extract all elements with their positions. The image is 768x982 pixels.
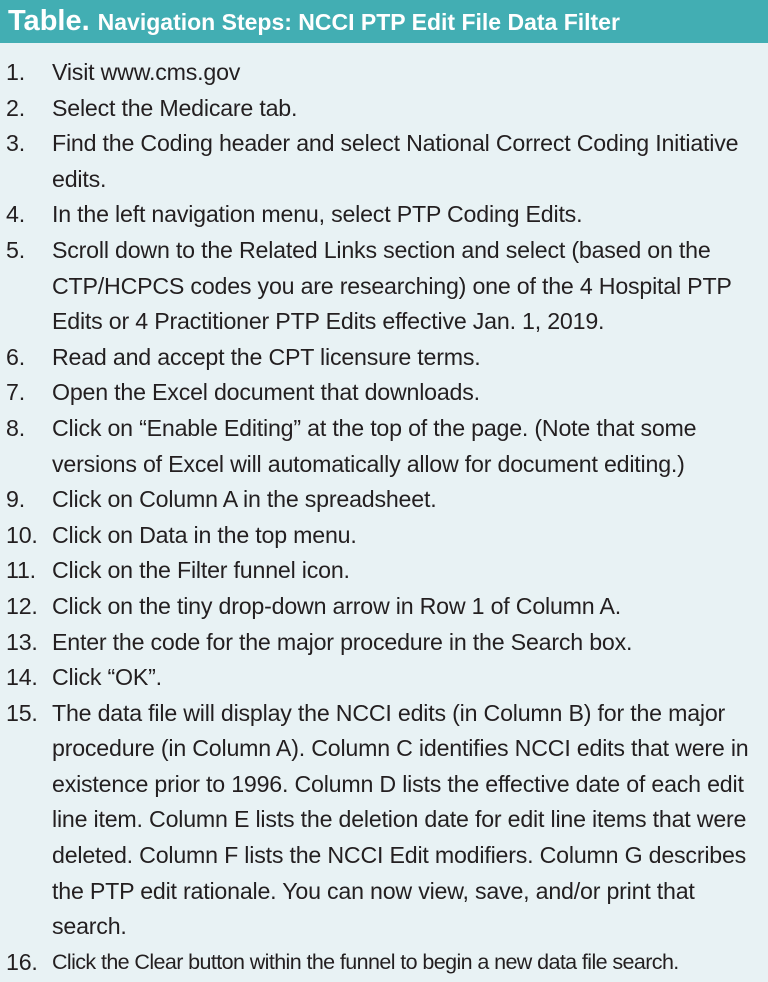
step-item (0, 233, 768, 340)
step-text: The data file will display the NCCI edits (in Column B) for the major procedure (in Column A). Column C identifies NCCI edits that were in existence prior to 1996. Column D lists the effective date of each edit line item. Column E lists the deletion date for edit line items that were deleted. Column F lists the NCCI Edit modifiers. Column G describes the PTP edit rationale. You can now view, save, and/or print that search. (52, 699, 749, 940)
step-number: 5. (6, 236, 25, 263)
step-text: Click “OK”. (52, 664, 162, 691)
step-item (0, 375, 768, 411)
table-label: Table. (8, 5, 90, 37)
step-text: Click on Column A in the spreadsheet. (52, 486, 437, 513)
step-number: 16. (6, 948, 38, 975)
step-number: 12. (6, 592, 38, 619)
step-text: Find the Coding header and select National Correct Coding Initiative edits. (52, 130, 739, 192)
step-text: In the left navigation menu, select PTP Coding Edits. (52, 201, 583, 228)
step-item (0, 660, 768, 696)
step-number: 6. (6, 343, 25, 370)
step-number: 9. (6, 486, 25, 513)
step-text: Click the Clear button within the funnel to begin a new data file search. (52, 949, 679, 974)
step-text: Scroll down to the Related Links section and select (based on the CTP/HCPCS codes you are researching) one of the 4 Hospital PTP Edits or 4 Practitioner PTP Edits effective Jan. 1, 2019. (52, 236, 732, 335)
step-number: 7. (6, 379, 25, 406)
step-number: 8. (6, 414, 25, 441)
step-item (0, 340, 768, 376)
step-item (0, 91, 768, 127)
step-text: Click on the tiny drop-down arrow in Row 1 of Column A. (52, 592, 621, 619)
step-number: 15. (6, 699, 38, 726)
step-item (0, 126, 768, 197)
step-text: Select the Medicare tab. (52, 94, 298, 121)
step-text: Click on the Filter funnel icon. (52, 557, 350, 584)
step-number: 14. (6, 664, 38, 691)
step-text: Click on Data in the top menu. (52, 521, 357, 548)
step-text: Enter the code for the major procedure in the Search box. (52, 628, 633, 655)
step-item (0, 589, 768, 625)
step-number: 1. (6, 59, 25, 85)
step-number: 3. (6, 130, 25, 157)
step-item (0, 55, 768, 91)
step-number: 2. (6, 94, 25, 121)
step-text: Read and accept the CPT licensure terms. (52, 343, 481, 370)
step-number: 10. (6, 521, 38, 548)
steps-list (0, 43, 768, 980)
step-item (0, 411, 768, 482)
table-title: Navigation Steps: NCCI PTP Edit File Data Filter (97, 9, 620, 35)
step-item (0, 696, 768, 945)
step-text: Open the Excel document that downloads. (52, 379, 480, 406)
step-number: 4. (6, 201, 25, 228)
step-item (0, 197, 768, 233)
step-text: Visit www.cms.gov (52, 59, 241, 85)
step-item (0, 518, 768, 554)
step-number: 11. (6, 557, 36, 584)
step-item (0, 945, 768, 981)
step-number: 13. (6, 628, 38, 655)
step-item (0, 482, 768, 518)
table-header (0, 0, 768, 43)
step-item (0, 553, 768, 589)
step-item (0, 625, 768, 661)
step-text: Click on “Enable Editing” at the top of the page. (Note that some versions of Excel will automatically allow for document editing.) (52, 414, 697, 477)
